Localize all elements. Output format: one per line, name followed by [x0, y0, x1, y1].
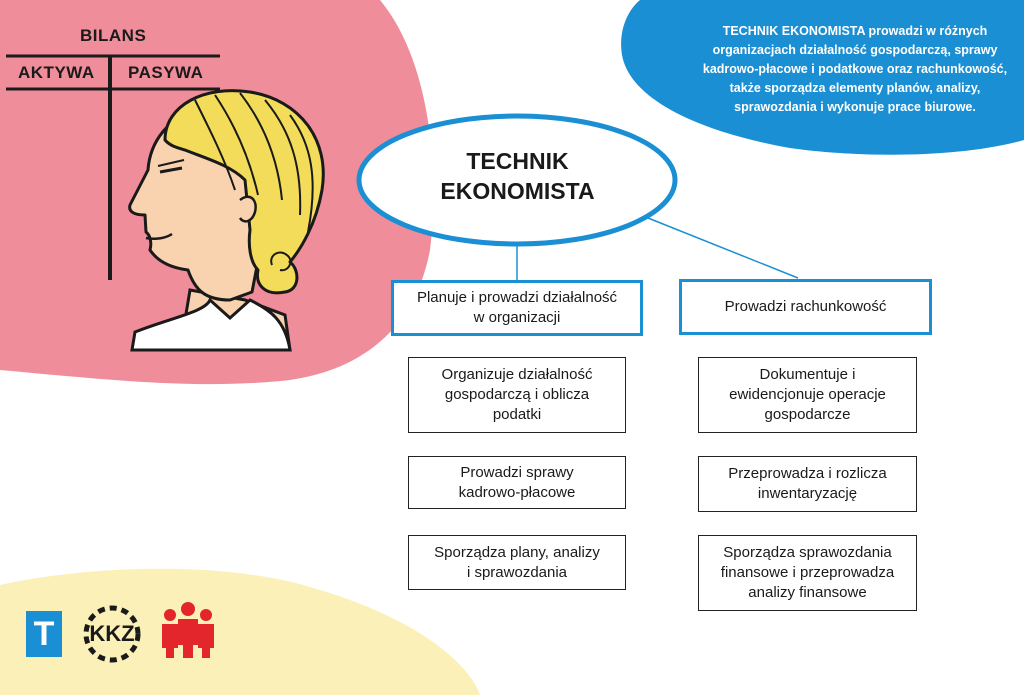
right-branch-header-label: Prowadzi rachunkowość	[724, 298, 887, 315]
right-item-2-label: Przeprowadza i rozlicza inwentaryzację	[728, 465, 887, 502]
info-text: TECHNIK EKONOMISTA prowadzi w różnych organizacjach działalność gospodarczą, sprawy kadrowo-płacowe i podatkowe oraz rachunkowość, także sporządza elementy planów, analizy, sprawozdania i wykonuje prace biurowe.	[702, 24, 1008, 114]
right-item-3	[698, 535, 917, 611]
left-item-2	[408, 456, 626, 509]
people-logo	[162, 602, 214, 658]
bilans-pasywa: PASYWA	[128, 63, 204, 82]
left-branch-header	[391, 280, 643, 336]
right-item-2	[698, 456, 917, 512]
left-item-3	[408, 535, 626, 590]
right-item-1	[698, 357, 917, 433]
central-title	[380, 146, 655, 206]
right-item-3-label: Sporządza sprawozdania finansowe i przeprowadza analizy finansowe	[720, 544, 895, 601]
central-title-line1: TECHNIK	[466, 148, 569, 174]
right-item-1-label: Dokumentuje i ewidencjonuje operacje gospodarcze	[729, 366, 886, 423]
left-item-1	[408, 357, 626, 433]
left-branch-header-label: Planuje i prowadzi działalność w organizacji	[416, 289, 618, 326]
bilans-title: BILANS	[80, 26, 147, 45]
kkz-logo: KKZ	[89, 621, 135, 646]
connector-right	[648, 218, 798, 278]
left-item-1-label: Organizuje działalność gospodarczą i oblicza podatki	[441, 366, 593, 423]
left-item-2-label: Prowadzi sprawy kadrowo-płacowe	[458, 463, 576, 501]
bilans-aktywa: AKTYWA	[18, 63, 95, 82]
central-title-line2: EKONOMISTA	[440, 178, 595, 204]
left-item-3-label: Sporządza plany, analizy i sprawozdania	[434, 543, 600, 581]
right-branch-header	[679, 279, 932, 335]
t-logo: T	[26, 611, 62, 657]
